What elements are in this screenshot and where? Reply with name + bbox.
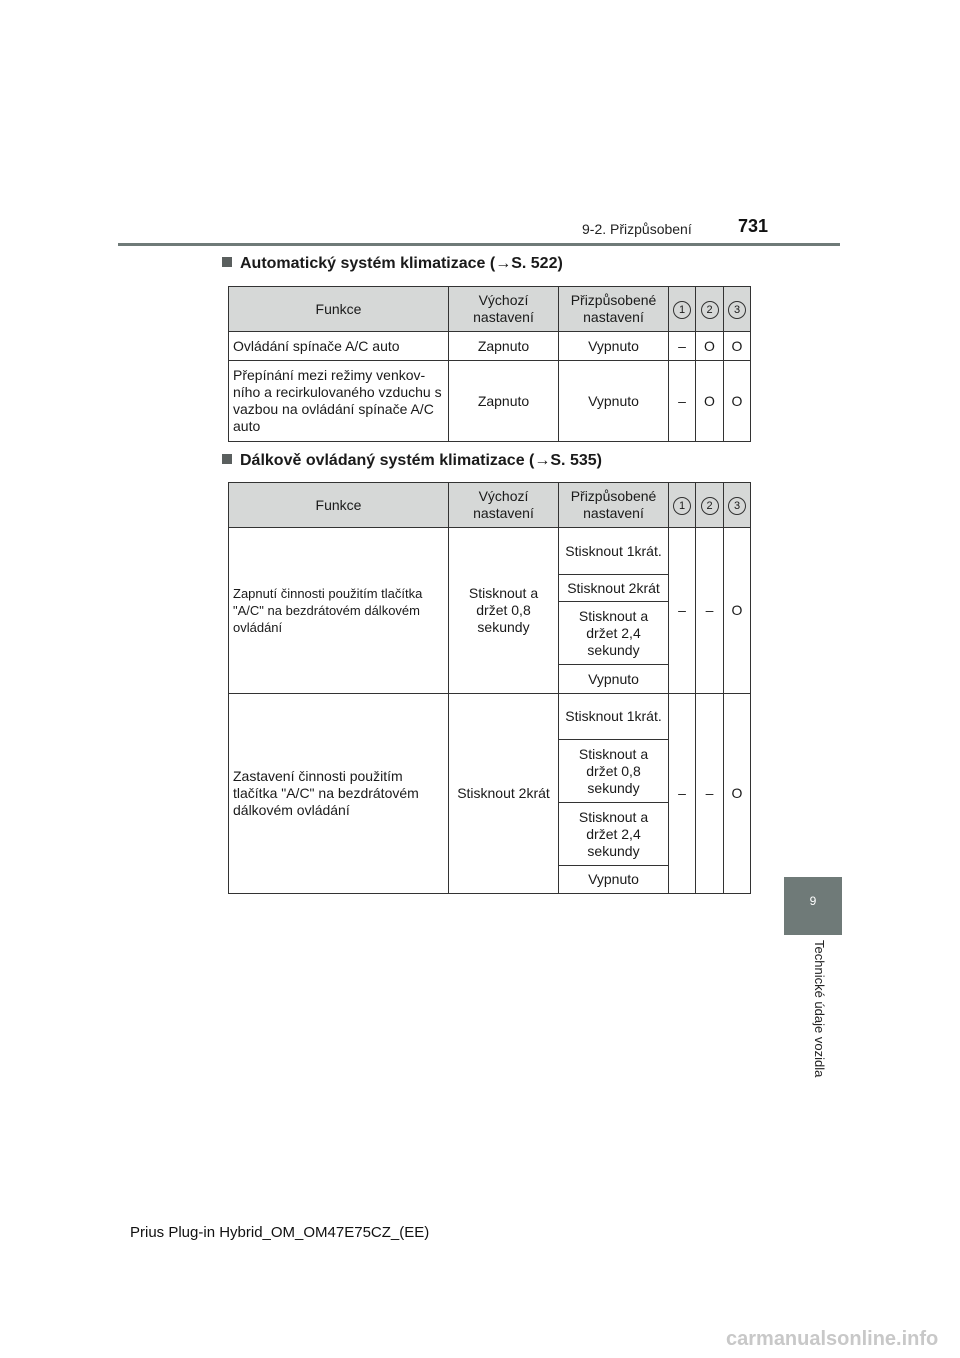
page-number: 731 (738, 216, 769, 236)
table-remote-ac (228, 482, 751, 894)
table-row: Přepínání mezi režimy venkov- ního a recirkulovaného vzduchu s vazbou na ovládání spínače A/C auto Zapnuto Vypnuto – O O (229, 361, 751, 442)
chapter-tab: 9 (784, 877, 842, 935)
col-mode-2 (696, 287, 724, 332)
watermark: carmanualsonline.info (726, 1328, 939, 1350)
circled-1-icon: 1 (673, 301, 691, 319)
header-rule (118, 243, 840, 246)
section2-heading: Dálkově ovládaný systém klimatizace (→S. 535) (222, 452, 602, 470)
circled-1-icon: 1 (673, 497, 691, 515)
table-row: Vypnuto (229, 665, 751, 694)
arrow-right-icon: → (534, 452, 551, 469)
col-vychozi: Výchozí nastavení (449, 483, 559, 528)
square-bullet-icon (222, 454, 232, 464)
col-mode-3 (724, 483, 751, 528)
table-row: Zastavení činnosti použitím tlačítka "A/C" na bezdrátovém dálkovém ovládání Stisknout 2krát Stisknout 1krát. – – O (229, 694, 751, 740)
col-funkce: Funkce (229, 483, 449, 528)
table-header-row (229, 483, 751, 528)
footer-text: Prius Plug-in Hybrid_OM_OM47E75CZ_(EE) (130, 1224, 430, 1241)
col-funkce: Funkce (229, 287, 449, 332)
col-vychozi: Výchozí nastavení (449, 287, 559, 332)
square-bullet-icon (222, 257, 232, 267)
col-mode-3 (724, 287, 751, 332)
table-row: Ovládání spínače A/C auto Zapnuto Vypnuto – O O (229, 332, 751, 361)
circled-3-icon: 3 (728, 301, 746, 319)
section1-heading: Automatický systém klimatizace (→S. 522) (222, 255, 563, 273)
table-row: Zapnutí činnosti použitím tlačítka "A/C" na bezdrátovém dálkovém ovládání Stisknout a držet 0,8 sekundy Stisknout 1krát. – – O (229, 528, 751, 575)
chapter-label: Technické údaje vozidla (812, 940, 827, 1078)
table-row: Vypnuto (229, 866, 751, 894)
table-row: Stisknout a držet 2,4 sekundy (229, 803, 751, 866)
col-mode-1 (669, 483, 696, 528)
table-header-row (229, 287, 751, 332)
circled-2-icon: 2 (701, 497, 719, 515)
circled-2-icon: 2 (701, 301, 719, 319)
table-row: Stisknout a držet 0,8 sekundy (229, 740, 751, 803)
arrow-right-icon: → (495, 255, 512, 272)
col-prizpusobene: Přizpůsobené nastavení (559, 483, 669, 528)
col-mode-2 (696, 483, 724, 528)
col-mode-1 (669, 287, 696, 332)
table-row: Stisknout 2krát (229, 575, 751, 602)
circled-3-icon: 3 (728, 497, 746, 515)
table-row: Stisknout a držet 2,4 sekundy (229, 602, 751, 665)
header-section: 9-2. Přizpůsobení (582, 221, 692, 237)
table-auto-ac (228, 286, 751, 442)
col-prizpusobene: Přizpůsobené nastavení (559, 287, 669, 332)
